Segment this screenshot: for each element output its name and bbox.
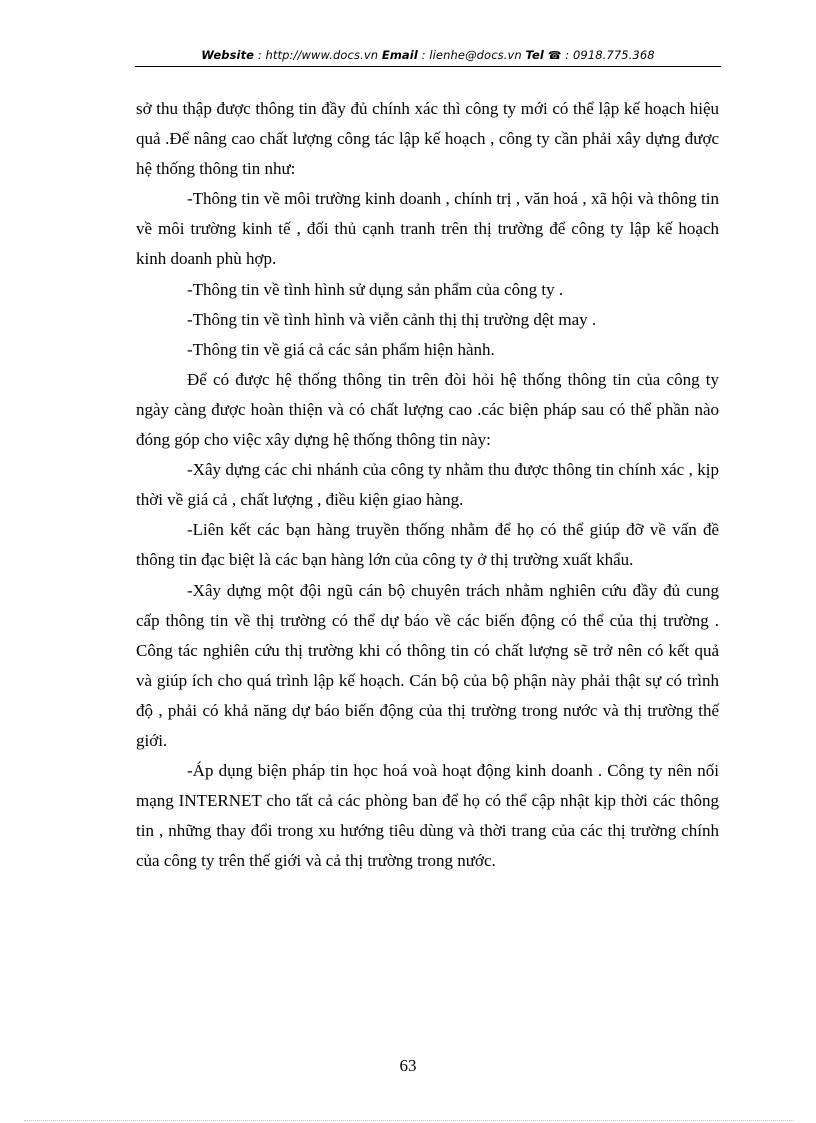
paragraph: -Thông tin về môi trường kinh doanh , chính trị , văn hoá , xã hội và thông tin về môi trường kinh tế , đối thủ cạnh tranh trên thị trường để công ty lập kế hoạch kinh doanh phù hợp.	[136, 189, 719, 269]
paragraph: -Liên kết các bạn hàng truyền thống nhằm để họ có thể giúp đỡ về vấn đề thông tin đạc biệt là các bạn hàng lớn của công ty ở thị trường xuất khẩu.	[136, 520, 719, 570]
document-body	[136, 94, 719, 876]
email-value: : lienhe@docs.vn	[417, 48, 526, 62]
paragraph: Để có được hệ thống thông tin trên đòi hỏi hệ thống thông tin của công ty ngày càng được hoàn thiện và có chất lượng cao .các biện pháp sau có thể phần nào đóng góp cho việc xây dựng hệ thống thông tin này:	[136, 369, 719, 450]
website-value: : http://www.docs.vn	[254, 48, 382, 62]
paragraph: -Thông tin về tình hình sử dụng sản phẩm của công ty .	[187, 279, 564, 299]
tel-value: : 0918.775.368	[561, 48, 655, 62]
page-header	[135, 48, 721, 62]
tel-label: Tel	[525, 48, 544, 62]
footer-rule	[24, 1120, 794, 1121]
paragraph: -Xây dựng các chi nhánh của công ty nhằm thu được thông tin chính xác , kịp thời về giá cả , chất lượng , điều kiện giao hàng.	[136, 460, 719, 510]
header-rule	[135, 66, 721, 67]
website-label: Website	[201, 48, 255, 62]
phone-icon: ☎	[547, 49, 562, 62]
paragraph: -Thông tin về giá cả các sản phẩm hiện hành.	[187, 339, 495, 359]
page-number: 63	[399, 1056, 417, 1075]
paragraph: -Xây dựng một đội ngũ cán bộ chuyên trách nhằm nghiên cứu đầy đủ cung cấp thông tin về thị trường có thể dự báo về các biến động có thể của thị trường . Công tác nghiên cứu thị trường khi có thông tin có chất lượng sẽ trở nên có kết quả và giúp ích cho quá trình lập kế hoạch. Cán bộ của bộ phận này phải thật sự có trình độ , phải có khả năng dự báo biến động của thị trường trong nước và thị trường thế giới.	[136, 580, 719, 750]
paragraph: sở thu thập được thông tin đầy đủ chính xác thì công ty mới có thể lập kế hoạch hiệu quả .Để nâng cao chất lượng công tác lập kế hoạch , công ty cần phải xây dựng được hệ thống thông tin như:	[136, 99, 719, 179]
email-label: Email	[381, 48, 418, 62]
paragraph: -Áp dụng biện pháp tin học hoá voà hoạt động kinh doanh . Công ty nên nối mạng INTERNET cho tất cả các phòng ban để họ có thể cập nhật kịp thời các thông tin , những thay đổi trong xu hướng tiêu dùng và thời trang của các thị trường chính của công ty trên thế giới và cả thị trường trong nước.	[136, 761, 719, 871]
paragraph: -Thông tin về tình hình và viễn cảnh thị thị trường dệt may .	[187, 309, 597, 329]
